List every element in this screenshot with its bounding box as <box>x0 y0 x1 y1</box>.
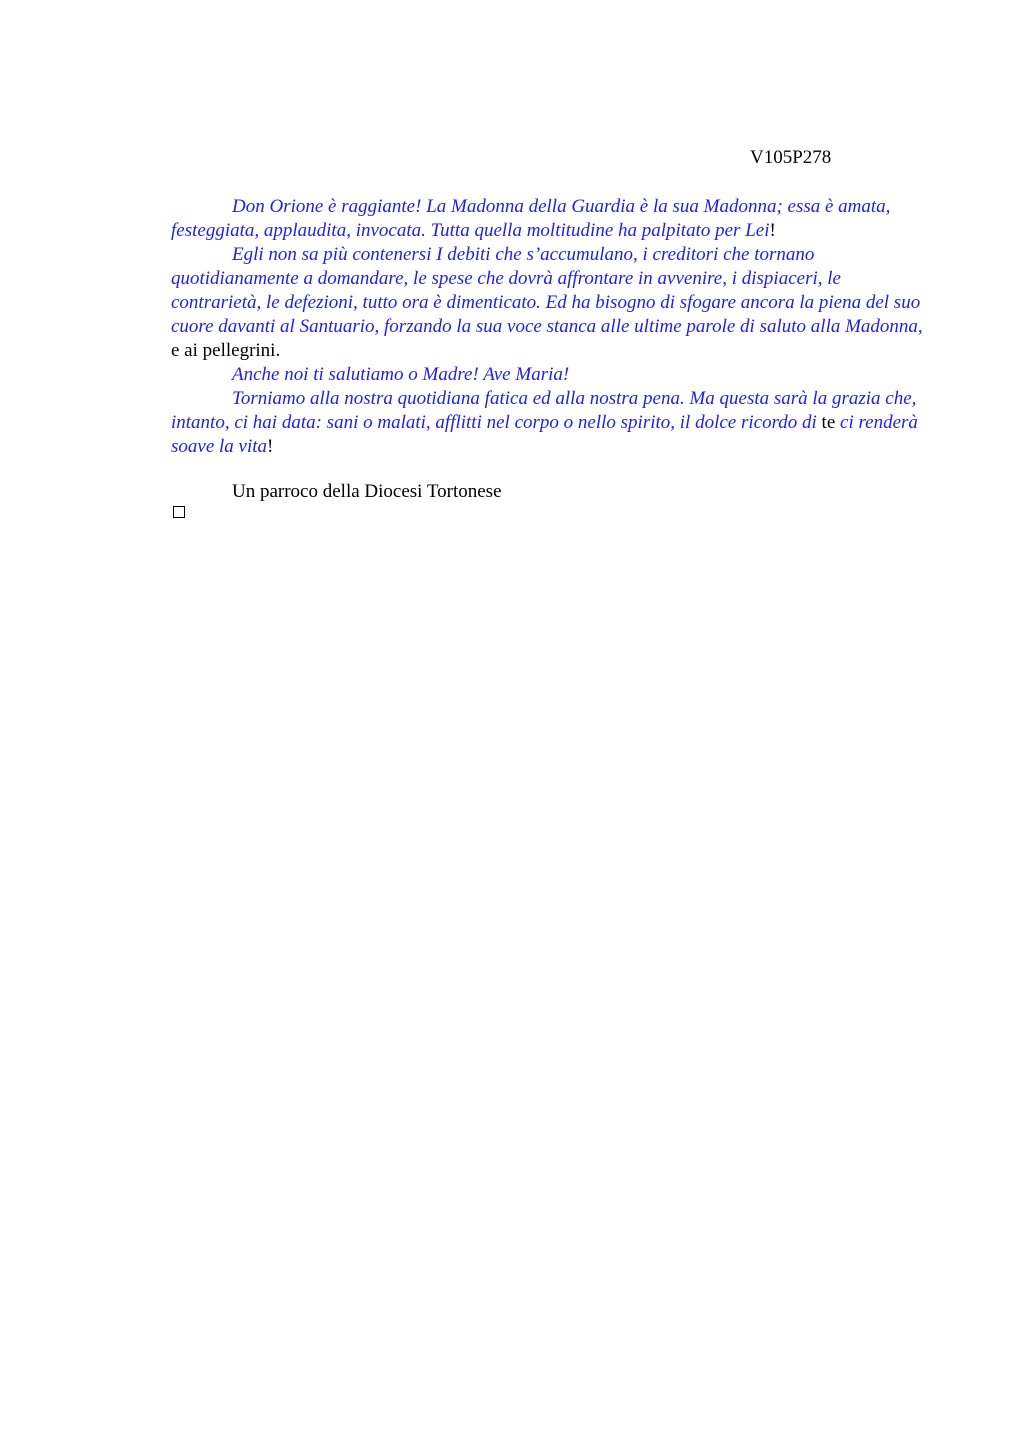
plain-text: ! <box>769 220 776 241</box>
italic-text: Anche noi ti salutiamo o Madre! Ave Maria! <box>232 364 570 385</box>
page-reference: V105P278 <box>750 147 832 168</box>
plain-text: te <box>816 412 841 433</box>
plain-text: e ai pellegrini. <box>171 340 281 361</box>
paragraph-4 <box>171 387 931 459</box>
italic-text: ci renderà soave la vita <box>171 412 918 457</box>
italic-text: Don Orione è raggiante! La Madonna della Guardia è la sua Madonna; essa è amata, festeggiata, applaudita, invocata. Tutta quella moltitudine ha palpitato per Lei <box>171 196 891 241</box>
signature: Un parroco della Diocesi Tortonese <box>232 481 502 502</box>
paragraph-1 <box>171 195 931 243</box>
paragraph-2 <box>171 243 931 363</box>
article-body <box>171 195 931 459</box>
paragraph-3 <box>171 363 931 387</box>
plain-text: ! <box>267 436 274 457</box>
italic-text: Egli non sa più contenersi I debiti che s’accumulano, i creditori che tornano quotidianamente a domandare, le spese che dovrà affrontare in avvenire, i dispiaceri, le contrarietà, le defezioni, tutto ora è dimenticato. Ed ha bisogno di sfogare ancora la piena del suo cuore davanti al Santuario, forzando la sua voce stanca alle ultime parole di saluto alla Madonna, <box>171 244 923 337</box>
end-marker-box-icon <box>173 506 185 518</box>
italic-text: Torniamo alla nostra quotidiana fatica ed alla nostra pena. Ma questa sarà la grazia che, intanto, ci hai data: sani o malati, afflitti nel corpo o nello spirito, il dolce ricordo di <box>171 388 917 433</box>
